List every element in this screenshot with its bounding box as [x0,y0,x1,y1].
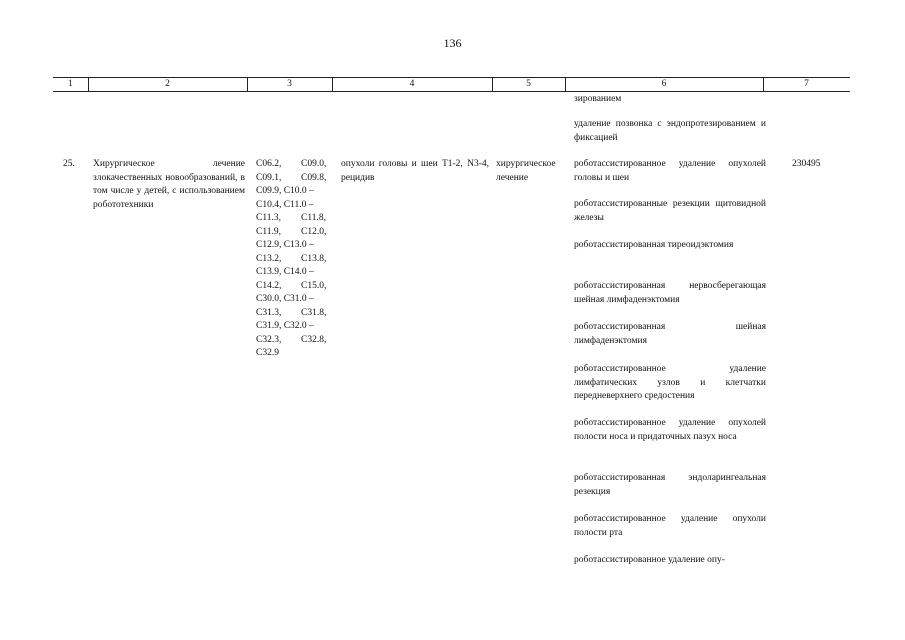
patient-model: опухоли головы и шеи T1-2, N3-4, рецидив [341,159,489,183]
table-header-row [53,77,850,92]
header-col-4: 4 [409,79,415,89]
header-col-2: 2 [165,79,170,89]
method-name: Хирургическое лечение злокачественных новообразований, в том числе у детей, с использованием робототехники [93,159,245,210]
header-col-6: 6 [661,79,667,89]
treatment-type: хирургическое лечение [496,159,556,183]
header-col-1: 1 [68,79,73,89]
page-number: 136 [443,36,462,50]
cost-value: 230495 [792,159,821,169]
continuation-text-1: зированием [574,94,622,104]
procedure-item: роботассистированное удаление опухоли полости рта [574,514,766,538]
procedure-item: роботассистированное удаление лимфатических узлов и клетчатки передневерхнего средостения [574,364,766,401]
procedure-item: роботассистированная тиреоидэктомия [574,240,734,250]
procedure-item: роботассистированное удаление опухолей полости носа и придаточных пазух носа [574,418,766,442]
header-col-3: 3 [287,79,292,89]
header-col-7: 7 [804,79,809,89]
procedure-item: роботассистированная эндоларингеальная резекция [574,473,766,497]
row-number: 25. [63,159,75,169]
procedure-item: роботассистированное удаление опухолей головы и шеи [574,159,766,183]
continuation-text-2: удаление позвонка с эндопротезированием и фиксацией [574,119,766,143]
procedure-item: роботассистированная нервосберегающая шейная лимфаденэктомия [574,281,766,305]
header-col-5: 5 [526,79,531,89]
procedure-item: роботассистированные резекции щитовидной железы [574,199,766,223]
procedure-item: роботассистированная шейная лимфаденэктомия [574,322,766,346]
procedure-item: роботассистированное удаление опу- [574,555,725,565]
